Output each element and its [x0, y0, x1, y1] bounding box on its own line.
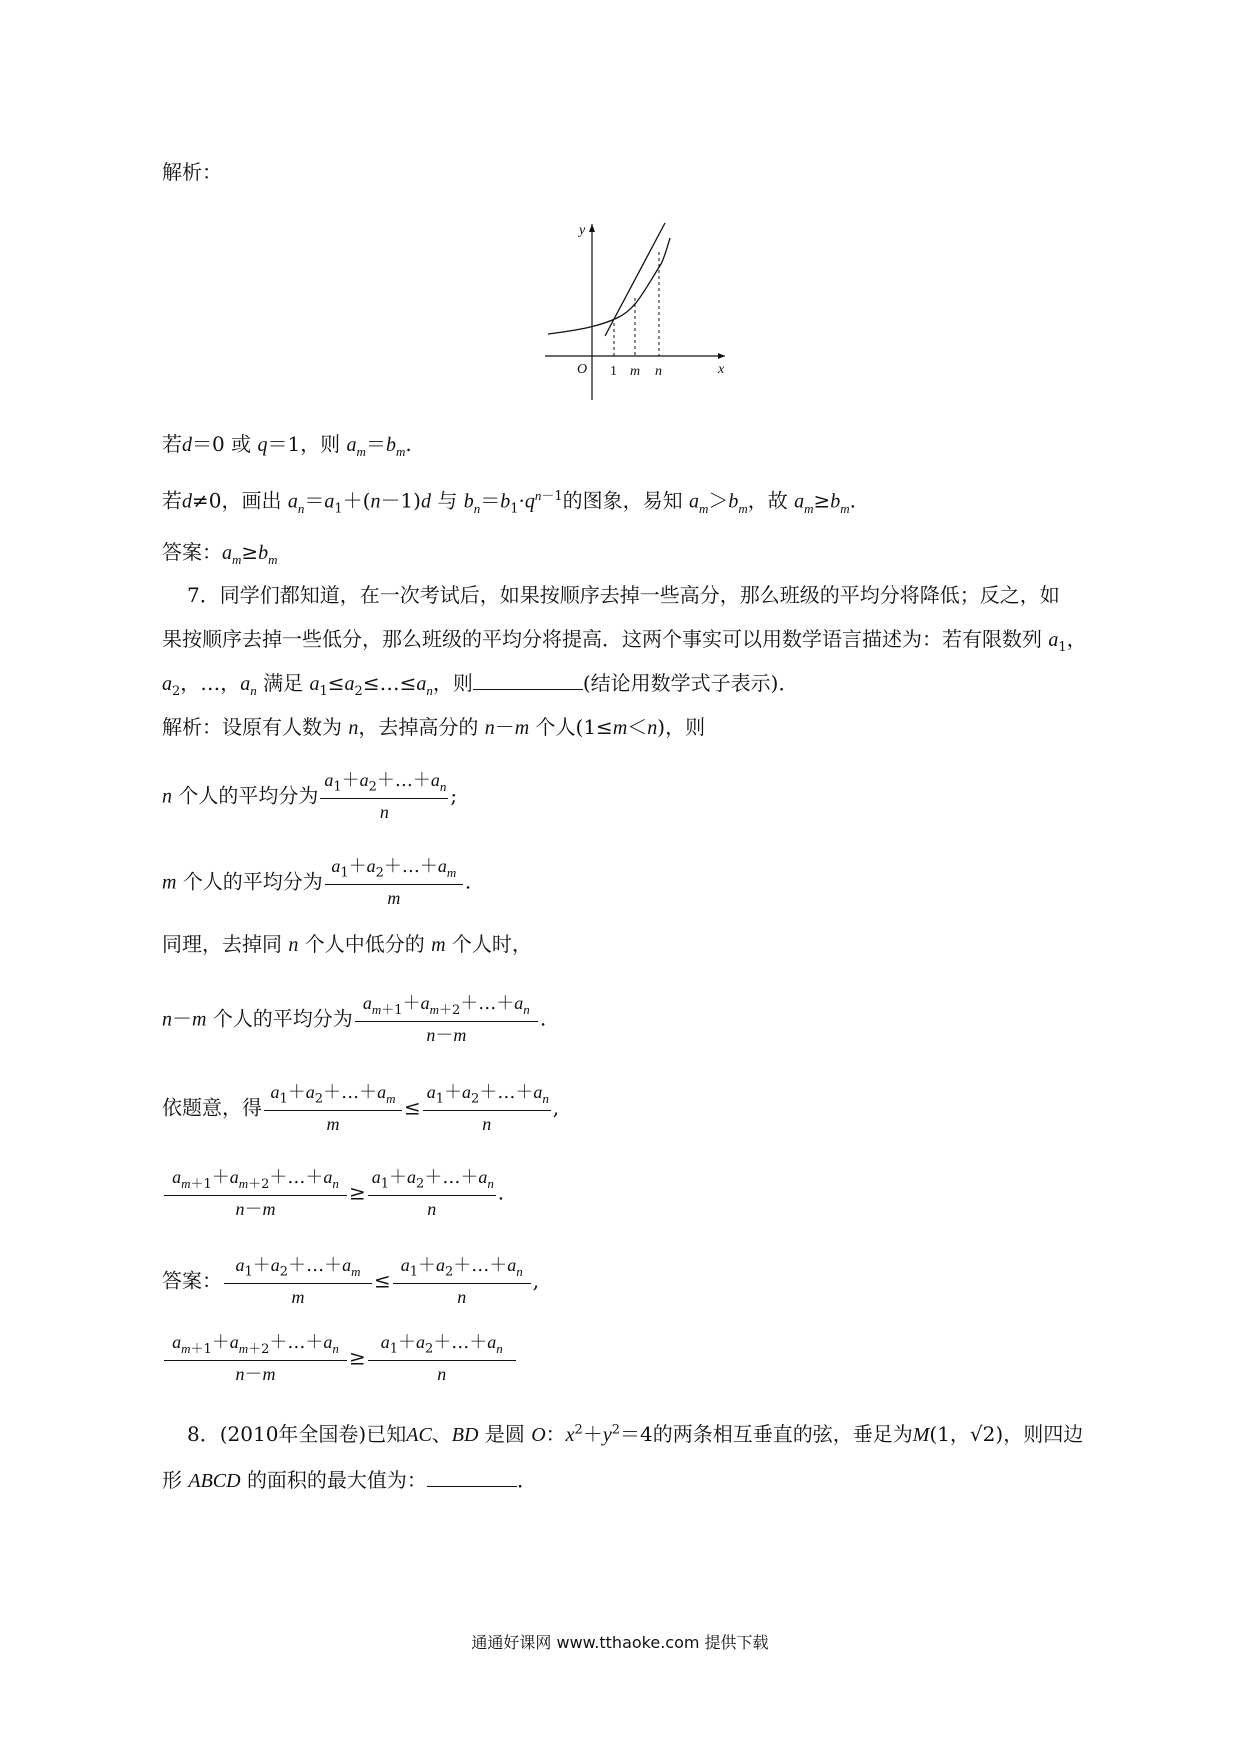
- origin-label: O: [577, 362, 588, 377]
- sol7-same: 同理，去掉同 n 个人中低分的 m 个人时，: [162, 932, 532, 956]
- q7-line3: $a_2$，…，$a_n$ 满足 $a_1\le a_2\le\dots\le a_n$，则 (结论用数学式子表示)．: [162, 671, 799, 699]
- answer-blank[interactable]: [473, 671, 583, 690]
- answer-7-line2: $\frac{a_{m+1}+a_{m+2}+\dots+a_n}{n-m}$ ≥ $\frac{a_1+a_2+\dots+a_n}{n}$: [162, 1332, 518, 1386]
- q8-line1: 8．(2010年全国卷)已知AC、BD 是圆 O：$x^2+y^2=4$的两条相互垂直的弦，垂足为M(1，√2)，则四边: [187, 1422, 1084, 1446]
- tick-1-label: 1: [610, 364, 617, 379]
- q7-line1: 7．同学们都知道，在一次考试后，如果按顺序去掉一些高分，那么班级的平均分将降低；反之，如: [187, 583, 1060, 607]
- q8-answer-blank[interactable]: [427, 1468, 517, 1487]
- linear-line: [605, 223, 665, 336]
- function-graph: [535, 218, 745, 408]
- sol7-yiti: 依题意，得 $\frac{a_1+a_2+\dots+a_m}{m}$ ≤ $\frac{a_1+a_2+\dots+a_n}{n}$ ,: [162, 1082, 560, 1135]
- y-axis-arrow: [589, 224, 595, 232]
- exponential-curve: [548, 238, 670, 334]
- case-d-nonzero: 若d≠0，画出 $a_n=a_1+(n-1)d$ 与 $b_n=b_1\cdot q^{n-1}$的图象，易知 $a_m>b_m$，故 $a_m\ge b_m$.: [162, 488, 857, 517]
- avg-m: m 个人的平均分为 $\frac{a_1+a_2+\dots+a_m}{m}$ .: [162, 856, 472, 909]
- answer-6: 答案：$a_m\ge b_m$: [162, 540, 278, 567]
- avg-n: n 个人的平均分为 $\frac{a_1+a_2+\dots+a_n}{n}$ ;: [162, 770, 458, 823]
- avg-n-minus-m: n－m 个人的平均分为 $\frac{a_{m+1}+a_{m+2}+\dots+a_n}{n-m}$ .: [162, 993, 547, 1047]
- x-axis-arrow: [718, 353, 725, 359]
- case-d-zero: 若d＝0 或 q＝1，则 $a_m=b_m$.: [162, 432, 412, 459]
- sol7-line1: 解析：设原有人数为 n，去掉高分的 n－m 个人(1≤m＜n)，则: [162, 715, 706, 739]
- page-footer: 通通好课网 www.tthaoke.com 提供下载: [471, 1633, 769, 1652]
- tick-m-label: m: [630, 364, 641, 379]
- tick-n-label: n: [655, 364, 662, 379]
- answer-7-line1: 答案： $\frac{a_1+a_2+\dots+a_m}{m}$ ≤ $\frac{a_1+a_2+\dots+a_n}{n}$ ,: [162, 1255, 540, 1308]
- q8-line2: 形 ABCD 的面积的最大值为： ．: [162, 1468, 537, 1492]
- y-label: y: [579, 223, 586, 238]
- q7-line2: 果按顺序去掉一些低分，那么班级的平均分将提高．这两个事实可以用数学语言描述为：若有限数列 $a_1$，: [162, 627, 1087, 655]
- solution-label: 解析：: [162, 160, 222, 184]
- x-label: x: [718, 362, 725, 377]
- sol7-ineq2: $\frac{a_{m+1}+a_{m+2}+\dots+a_n}{n-m}$ ≥ $\frac{a_1+a_2+\dots+a_n}{n}$ .: [162, 1167, 504, 1221]
